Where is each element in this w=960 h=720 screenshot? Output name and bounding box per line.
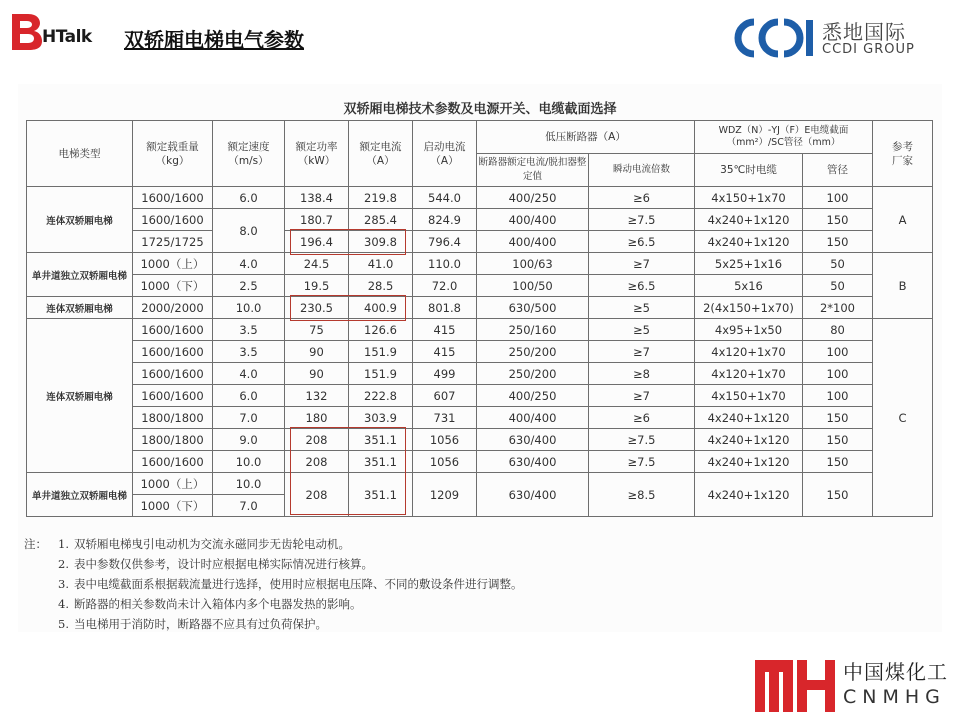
- note-text: 断路器的相关参数尚未计入箱体内多个电器发热的影响。: [74, 597, 362, 611]
- cell-load: 1600/1600: [133, 319, 213, 341]
- cell-start-current: 72.0: [413, 275, 477, 297]
- cell-pipe: 50: [803, 253, 873, 275]
- cell-instant-multiple: ≥7: [589, 341, 695, 363]
- page-title: 双轿厢电梯电气参数: [124, 28, 304, 52]
- cnmhg-mark-icon: [753, 656, 839, 716]
- cell-instant-multiple: ≥8: [589, 363, 695, 385]
- cell-start-current: 796.4: [413, 231, 477, 253]
- cell-cable: 5x25+1x16: [695, 253, 803, 275]
- cell-vendor: C: [873, 319, 933, 517]
- cell-power: 180.7: [285, 209, 349, 231]
- cell-instant-multiple: ≥6.5: [589, 231, 695, 253]
- cell-power: 90: [285, 341, 349, 363]
- cell-pipe: 150: [803, 429, 873, 451]
- cell-instant-multiple: ≥6.5: [589, 275, 695, 297]
- cell-instant-multiple: ≥7: [589, 385, 695, 407]
- note-text: 双轿厢电梯曳引电动机为交流永磁同步无齿轮电动机。: [74, 537, 350, 551]
- table-row: [27, 187, 933, 209]
- cell-speed: 8.0: [213, 209, 285, 253]
- cell-start-current: 1209: [413, 473, 477, 517]
- cell-power: 208: [285, 473, 349, 517]
- header-power: 额定功率 （kW）: [285, 121, 349, 187]
- note-text: 当电梯用于消防时，断路器不应具有过负荷保护。: [74, 617, 327, 631]
- cell-current: 285.4: [349, 209, 413, 231]
- cell-cable: 4x240+1x120: [695, 407, 803, 429]
- cell-instant-multiple: ≥6: [589, 187, 695, 209]
- table-row: [27, 253, 933, 275]
- cell-current: 41.0: [349, 253, 413, 275]
- cell-pipe: 50: [803, 275, 873, 297]
- table-row: [27, 363, 933, 385]
- cnmhg-name-en: CNMHG: [843, 686, 946, 708]
- cell-load: 1725/1725: [133, 231, 213, 253]
- cell-speed: 6.0: [213, 385, 285, 407]
- note-number: 4.: [58, 597, 69, 611]
- cell-breaker: 250/200: [477, 363, 589, 385]
- cell-cable: 4x120+1x70: [695, 341, 803, 363]
- cell-breaker: 630/400: [477, 473, 589, 517]
- note-number: 3.: [58, 577, 69, 591]
- cell-instant-multiple: ≥7.5: [589, 429, 695, 451]
- cell-cable: 4x95+1x50: [695, 319, 803, 341]
- header-cable-group: WDZ（N）-YJ（F）E电缆截面 （mm²）/SC管径（mm）: [695, 121, 873, 154]
- header-current: 额定电流 （A）: [349, 121, 413, 187]
- cell-breaker: 250/200: [477, 341, 589, 363]
- cell-power: 24.5: [285, 253, 349, 275]
- table-row: [27, 297, 933, 319]
- cell-speed: 7.0: [213, 495, 285, 517]
- cell-pipe: 80: [803, 319, 873, 341]
- cell-current: 126.6: [349, 319, 413, 341]
- notes: [24, 534, 523, 634]
- spec-table-body: [27, 187, 933, 517]
- spec-table-scan: [18, 84, 942, 632]
- cell-load: 1600/1600: [133, 451, 213, 473]
- cell-power: 132: [285, 385, 349, 407]
- cell-current: 351.1: [349, 429, 413, 451]
- header-type: 电梯类型: [27, 121, 133, 187]
- cell-power: 208: [285, 451, 349, 473]
- cell-power: 196.4: [285, 231, 349, 253]
- cell-breaker: 100/50: [477, 275, 589, 297]
- header-instant-multiple: 瞬动电流倍数: [589, 154, 695, 187]
- cell-elevator-type: 单井道独立双轿厢电梯: [27, 473, 133, 517]
- cell-speed: 2.5: [213, 275, 285, 297]
- table-row: [27, 473, 933, 495]
- cell-breaker: 630/400: [477, 429, 589, 451]
- table-title: 双轿厢电梯技术参数及电源开关、电缆截面选择: [343, 102, 617, 117]
- cell-load: 1600/1600: [133, 363, 213, 385]
- cell-instant-multiple: ≥6: [589, 407, 695, 429]
- cell-cable: 4x120+1x70: [695, 363, 803, 385]
- cell-instant-multiple: ≥5: [589, 297, 695, 319]
- highlight-box: [290, 229, 406, 255]
- cell-cable: 4x240+1x120: [695, 429, 803, 451]
- cell-instant-multiple: ≥8.5: [589, 473, 695, 517]
- cell-cable: 4x240+1x120: [695, 473, 803, 517]
- cell-current: 400.9: [349, 297, 413, 319]
- cell-load: 1600/1600: [133, 209, 213, 231]
- note-number: 2.: [58, 557, 69, 571]
- cell-speed: 4.0: [213, 253, 285, 275]
- cell-instant-multiple: ≥7.5: [589, 209, 695, 231]
- spec-table: [26, 120, 933, 517]
- cell-power: 208: [285, 429, 349, 451]
- cell-breaker: 400/400: [477, 209, 589, 231]
- cnmhg-name-cn: 中国煤化工: [843, 660, 948, 684]
- cell-vendor: B: [873, 253, 933, 319]
- cell-vendor: A: [873, 187, 933, 253]
- cell-load: 1000（上）: [133, 473, 213, 495]
- table-row: [27, 231, 933, 253]
- cell-power: 90: [285, 363, 349, 385]
- cell-pipe: 150: [803, 209, 873, 231]
- ccdi-mark-icon: [732, 16, 818, 60]
- cell-elevator-type: 连体双轿厢电梯: [27, 319, 133, 473]
- note-text: 表中参数仅供参考，设计时应根据电梯实际情况进行核算。: [74, 557, 373, 571]
- cell-elevator-type: 连体双轿厢电梯: [27, 187, 133, 253]
- cell-speed: 9.0: [213, 429, 285, 451]
- header-start-current: 启动电流 （A）: [413, 121, 477, 187]
- note-item: [24, 554, 523, 574]
- header-vendor: 参考 厂家: [873, 121, 933, 187]
- cell-power: 138.4: [285, 187, 349, 209]
- table-row: [27, 385, 933, 407]
- cell-breaker: 400/250: [477, 187, 589, 209]
- cell-load: 2000/2000: [133, 297, 213, 319]
- cell-breaker: 100/63: [477, 253, 589, 275]
- cell-pipe: 150: [803, 473, 873, 517]
- cell-speed: 3.5: [213, 319, 285, 341]
- note-item: [24, 534, 523, 554]
- cell-cable: 4x240+1x120: [695, 451, 803, 473]
- cell-pipe: 2*100: [803, 297, 873, 319]
- cell-breaker: 400/250: [477, 385, 589, 407]
- cell-current: 219.8: [349, 187, 413, 209]
- cell-breaker: 400/400: [477, 231, 589, 253]
- cell-load: 1600/1600: [133, 385, 213, 407]
- cell-load: 1600/1600: [133, 341, 213, 363]
- cell-load: 1000（下）: [133, 495, 213, 517]
- cell-speed: 10.0: [213, 473, 285, 495]
- cell-load: 1800/1800: [133, 429, 213, 451]
- cell-current: 351.1: [349, 451, 413, 473]
- table-row: [27, 319, 933, 341]
- cell-power: 230.5: [285, 297, 349, 319]
- header-load: 额定载重量 （kg）: [133, 121, 213, 187]
- table-row: [27, 341, 933, 363]
- cell-cable: 2(4x150+1x70): [695, 297, 803, 319]
- cell-start-current: 1056: [413, 429, 477, 451]
- cell-start-current: 110.0: [413, 253, 477, 275]
- note-number: 1.: [58, 537, 69, 551]
- cell-power: 180: [285, 407, 349, 429]
- cell-pipe: 150: [803, 231, 873, 253]
- ccdi-name-cn: 悉地国际: [822, 20, 906, 44]
- cell-instant-multiple: ≥7.5: [589, 451, 695, 473]
- cell-pipe: 100: [803, 187, 873, 209]
- cell-start-current: 544.0: [413, 187, 477, 209]
- cell-breaker: 400/400: [477, 407, 589, 429]
- b-logo-icon: [8, 12, 44, 52]
- table-row: [27, 209, 933, 231]
- cell-current: 222.8: [349, 385, 413, 407]
- note-text: 表中电缆截面系根据载流量进行选择，使用时应根据电压降、不同的敷设条件进行调整。: [74, 577, 523, 591]
- cell-power: 19.5: [285, 275, 349, 297]
- notes-lead: 注：: [24, 537, 47, 551]
- note-item: [24, 594, 523, 614]
- cell-power: 75: [285, 319, 349, 341]
- cell-current: 28.5: [349, 275, 413, 297]
- cell-start-current: 415: [413, 319, 477, 341]
- cell-cable: 4x240+1x120: [695, 231, 803, 253]
- table-row: [27, 451, 933, 473]
- cell-current: 309.8: [349, 231, 413, 253]
- cell-cable: 4x150+1x70: [695, 187, 803, 209]
- cell-pipe: 100: [803, 363, 873, 385]
- cell-start-current: 801.8: [413, 297, 477, 319]
- ccdi-logo: [732, 14, 952, 64]
- header-speed: 额定速度 （m/s）: [213, 121, 285, 187]
- highlight-box: [290, 427, 406, 515]
- cell-speed: 6.0: [213, 187, 285, 209]
- cell-pipe: 150: [803, 407, 873, 429]
- cell-instant-multiple: ≥5: [589, 319, 695, 341]
- cell-current: 303.9: [349, 407, 413, 429]
- cell-cable: 4x150+1x70: [695, 385, 803, 407]
- header-breaker-setting: 断路器额定电流/脱扣器整定值: [477, 154, 589, 187]
- cell-load: 1600/1600: [133, 187, 213, 209]
- bhtalk-logo: [8, 12, 112, 52]
- table-row: [27, 429, 933, 451]
- ccdi-name-en: CCDI GROUP: [822, 42, 915, 57]
- cell-cable: 4x240+1x120: [695, 209, 803, 231]
- cell-speed: 10.0: [213, 297, 285, 319]
- cell-start-current: 607: [413, 385, 477, 407]
- cnmhg-logo: [753, 656, 958, 716]
- cell-pipe: 150: [803, 451, 873, 473]
- cell-cable: 5x16: [695, 275, 803, 297]
- cell-speed: 4.0: [213, 363, 285, 385]
- cell-current: 151.9: [349, 363, 413, 385]
- cell-load: 1000（上）: [133, 253, 213, 275]
- cell-start-current: 415: [413, 341, 477, 363]
- note-number: 5.: [58, 617, 69, 631]
- cell-elevator-type: 连体双轿厢电梯: [27, 297, 133, 319]
- cell-breaker: 250/160: [477, 319, 589, 341]
- header-breaker-group: 低压断路器（A）: [477, 121, 695, 154]
- cell-current: 151.9: [349, 341, 413, 363]
- table-row: [27, 275, 933, 297]
- cell-load: 1000（下）: [133, 275, 213, 297]
- cell-speed: 3.5: [213, 341, 285, 363]
- cell-pipe: 100: [803, 385, 873, 407]
- cell-start-current: 731: [413, 407, 477, 429]
- cell-load: 1800/1800: [133, 407, 213, 429]
- cell-speed: 7.0: [213, 407, 285, 429]
- cell-breaker: 630/400: [477, 451, 589, 473]
- brand-text: HTalk: [42, 27, 92, 47]
- cell-start-current: 499: [413, 363, 477, 385]
- cell-instant-multiple: ≥7: [589, 253, 695, 275]
- note-item: [24, 614, 523, 634]
- header-cable-35: 35℃时电缆: [695, 154, 803, 187]
- cell-start-current: 824.9: [413, 209, 477, 231]
- note-item: [24, 574, 523, 594]
- header-pipe: 管径: [803, 154, 873, 187]
- table-row: [27, 407, 933, 429]
- cell-speed: 10.0: [213, 451, 285, 473]
- highlight-box: [290, 295, 406, 321]
- cell-elevator-type: 单井道独立双轿厢电梯: [27, 253, 133, 297]
- cell-pipe: 100: [803, 341, 873, 363]
- cell-current: 351.1: [349, 473, 413, 517]
- cell-breaker: 630/500: [477, 297, 589, 319]
- cell-start-current: 1056: [413, 451, 477, 473]
